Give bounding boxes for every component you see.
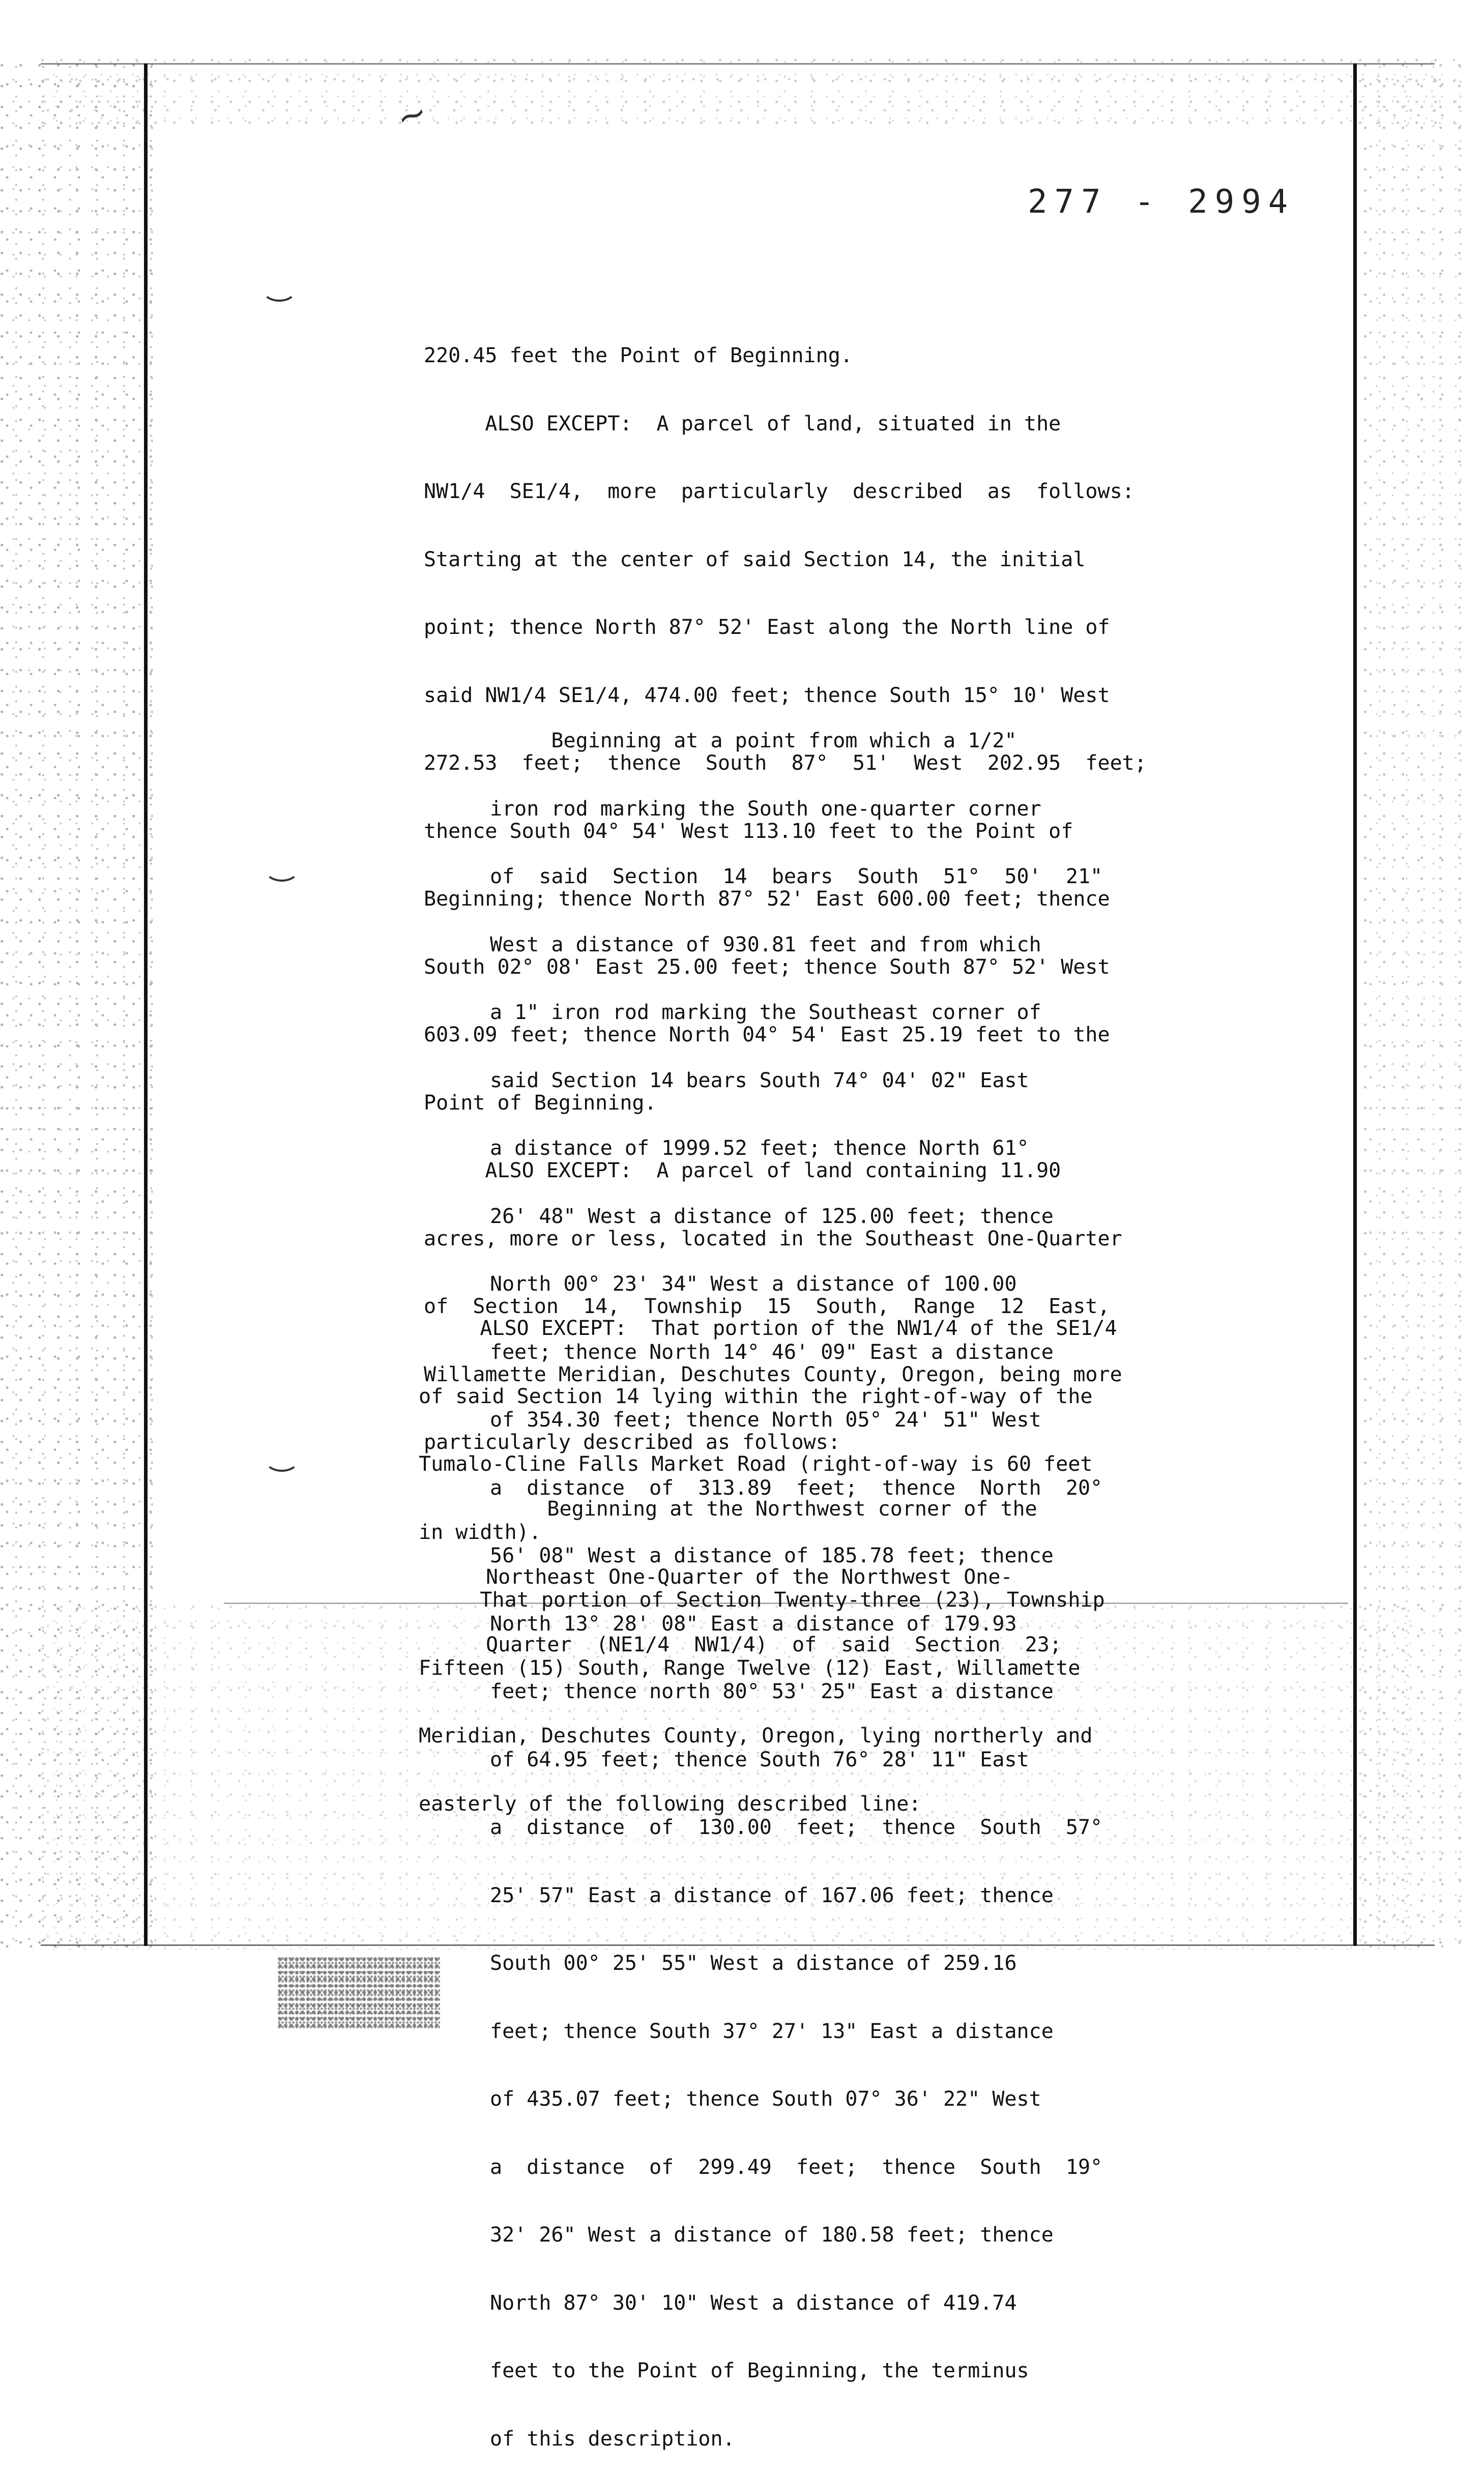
- text-line: Beginning; thence North 87° 52' East 600.00 feet; thence: [424, 887, 1110, 911]
- margin-mark-1: [262, 277, 297, 302]
- left-border-line: [144, 64, 148, 1946]
- text-line: North 13° 28' 08" East a distance of 179.93: [490, 1612, 1017, 1636]
- text-line: in width).: [419, 1520, 541, 1544]
- text-line: West a distance of 930.81 feet and from which: [490, 933, 1041, 956]
- text-line: particularly described as follows:: [424, 1431, 840, 1454]
- text-line: 32' 26" West a distance of 180.58 feet; thence: [490, 2223, 1054, 2247]
- text-line: Northeast One-Quarter of the Northwest One-: [486, 1565, 1013, 1589]
- text-line: South 00° 25' 55" West a distance of 259.16: [490, 1952, 1017, 1975]
- text-line: of said Section 14 bears South 51° 50' 21": [490, 865, 1103, 888]
- text-line: 603.09 feet; thence North 04° 54' East 25.19 feet to the: [424, 1023, 1110, 1046]
- text-line: 272.53 feet; thence South 87° 51' West 202.95 feet;: [424, 751, 1147, 775]
- text-line: NW1/4 SE1/4, more particularly described as follows:: [424, 480, 1134, 503]
- text-line: feet to the Point of Beginning, the terminus: [490, 2359, 1029, 2382]
- text-line: 220.45 feet the Point of Beginning.: [424, 344, 853, 367]
- text-line: a distance of 313.89 feet; thence North 20°: [490, 1476, 1103, 1500]
- text-line: That portion of Section Twenty-three (23), Township: [419, 1588, 1105, 1612]
- recording-stamp-artifact: [277, 1956, 440, 2028]
- text-line: 26' 48" West a distance of 125.00 feet; thence: [490, 1204, 1054, 1228]
- text-line: Tumalo-Cline Falls Market Road (right-of-way is 60 feet: [419, 1452, 1093, 1476]
- text-line: North 00° 23' 34" West a distance of 100.00: [490, 1272, 1017, 1296]
- text-line: acres, more or less, located in the Southeast One-Quarter: [424, 1227, 1122, 1250]
- text-line: of said Section 14 lying within the right-of-way of the: [419, 1384, 1093, 1408]
- right-border-line: [1353, 64, 1357, 1946]
- top-scribble-mark: ~: [390, 90, 433, 140]
- text-line: feet; thence South 37° 27' 13" East a distance: [490, 2019, 1054, 2043]
- text-line: of 64.95 feet; thence South 76° 28' 11" East: [490, 1748, 1029, 1771]
- text-line: said Section 14 bears South 74° 04' 02" East: [490, 1068, 1029, 1092]
- text-line: ALSO EXCEPT: A parcel of land, situated in the: [424, 412, 1061, 435]
- text-line: Willamette Meridian, Deschutes County, Oregon, being more: [424, 1362, 1122, 1386]
- text-line: Meridian, Deschutes County, Oregon, lying northerly and: [419, 1724, 1093, 1748]
- margin-mark-3: [265, 1447, 299, 1472]
- page-number: 277 - 2994: [1028, 183, 1295, 221]
- margin-mark-2: [265, 857, 299, 882]
- text-line: Point of Beginning.: [424, 1091, 657, 1115]
- top-border-line: [41, 63, 1435, 65]
- text-line: 25' 57" East a distance of 167.06 feet; thence: [490, 1883, 1054, 1907]
- scan-noise-top: [41, 56, 1455, 132]
- text-line: a distance of 130.00 feet; thence South 57°: [490, 1816, 1103, 1839]
- text-line: of Section 14, Township 15 South, Range 12 East,: [424, 1295, 1110, 1318]
- text-line: thence South 04° 54' West 113.10 feet to the Point of: [424, 819, 1073, 843]
- text-line: of 435.07 feet; thence South 07° 36' 22" West: [490, 2087, 1041, 2111]
- text-line: Fifteen (15) South, Range Twelve (12) East, Willamette: [419, 1656, 1081, 1680]
- text-line: North 87° 30' 10" West a distance of 419.74: [490, 2291, 1017, 2315]
- text-line: iron rod marking the South one-quarter corner: [490, 797, 1041, 821]
- text-line: Quarter (NE1/4 NW1/4) of said Section 23;: [486, 1633, 1062, 1656]
- text-line: point; thence North 87° 52' East along the North line of: [424, 616, 1110, 639]
- text-line: Beginning at a point from which a 1/2": [490, 729, 1017, 752]
- text-block-section-23-start: [486, 1452, 1062, 1679]
- text-line: South 02° 08' East 25.00 feet; thence South 87° 52' West: [424, 955, 1110, 979]
- text-line: said NW1/4 SE1/4, 474.00 feet; thence South 15° 10' West: [424, 683, 1110, 707]
- text-line: ALSO EXCEPT: A parcel of land containing 11.90: [424, 1159, 1061, 1182]
- text-line: feet; thence North 14° 46' 09" East a distance: [490, 1340, 1054, 1364]
- text-line: of this description.: [490, 2427, 735, 2451]
- text-line: easterly of the following described line:: [419, 1792, 921, 1816]
- text-line: Starting at the center of said Section 14, the initial: [424, 547, 1086, 571]
- text-line: ALSO EXCEPT: That portion of the NW1/4 of the SE1/4: [419, 1317, 1117, 1340]
- text-line: of 354.30 feet; thence North 05° 24' 51" West: [490, 1408, 1041, 1432]
- text-line: a 1" iron rod marking the Southeast corner of: [490, 1001, 1041, 1024]
- text-line: 56' 08" West a distance of 185.78 feet; thence: [490, 1544, 1054, 1567]
- text-line: a distance of 1999.52 feet; thence North 61°: [490, 1137, 1029, 1160]
- text-line: Beginning at the Northwest corner of the: [486, 1497, 1037, 1521]
- text-line: feet; thence north 80° 53' 25" East a distance: [490, 1680, 1054, 1703]
- text-line: a distance of 299.49 feet; thence South 19°: [490, 2155, 1103, 2179]
